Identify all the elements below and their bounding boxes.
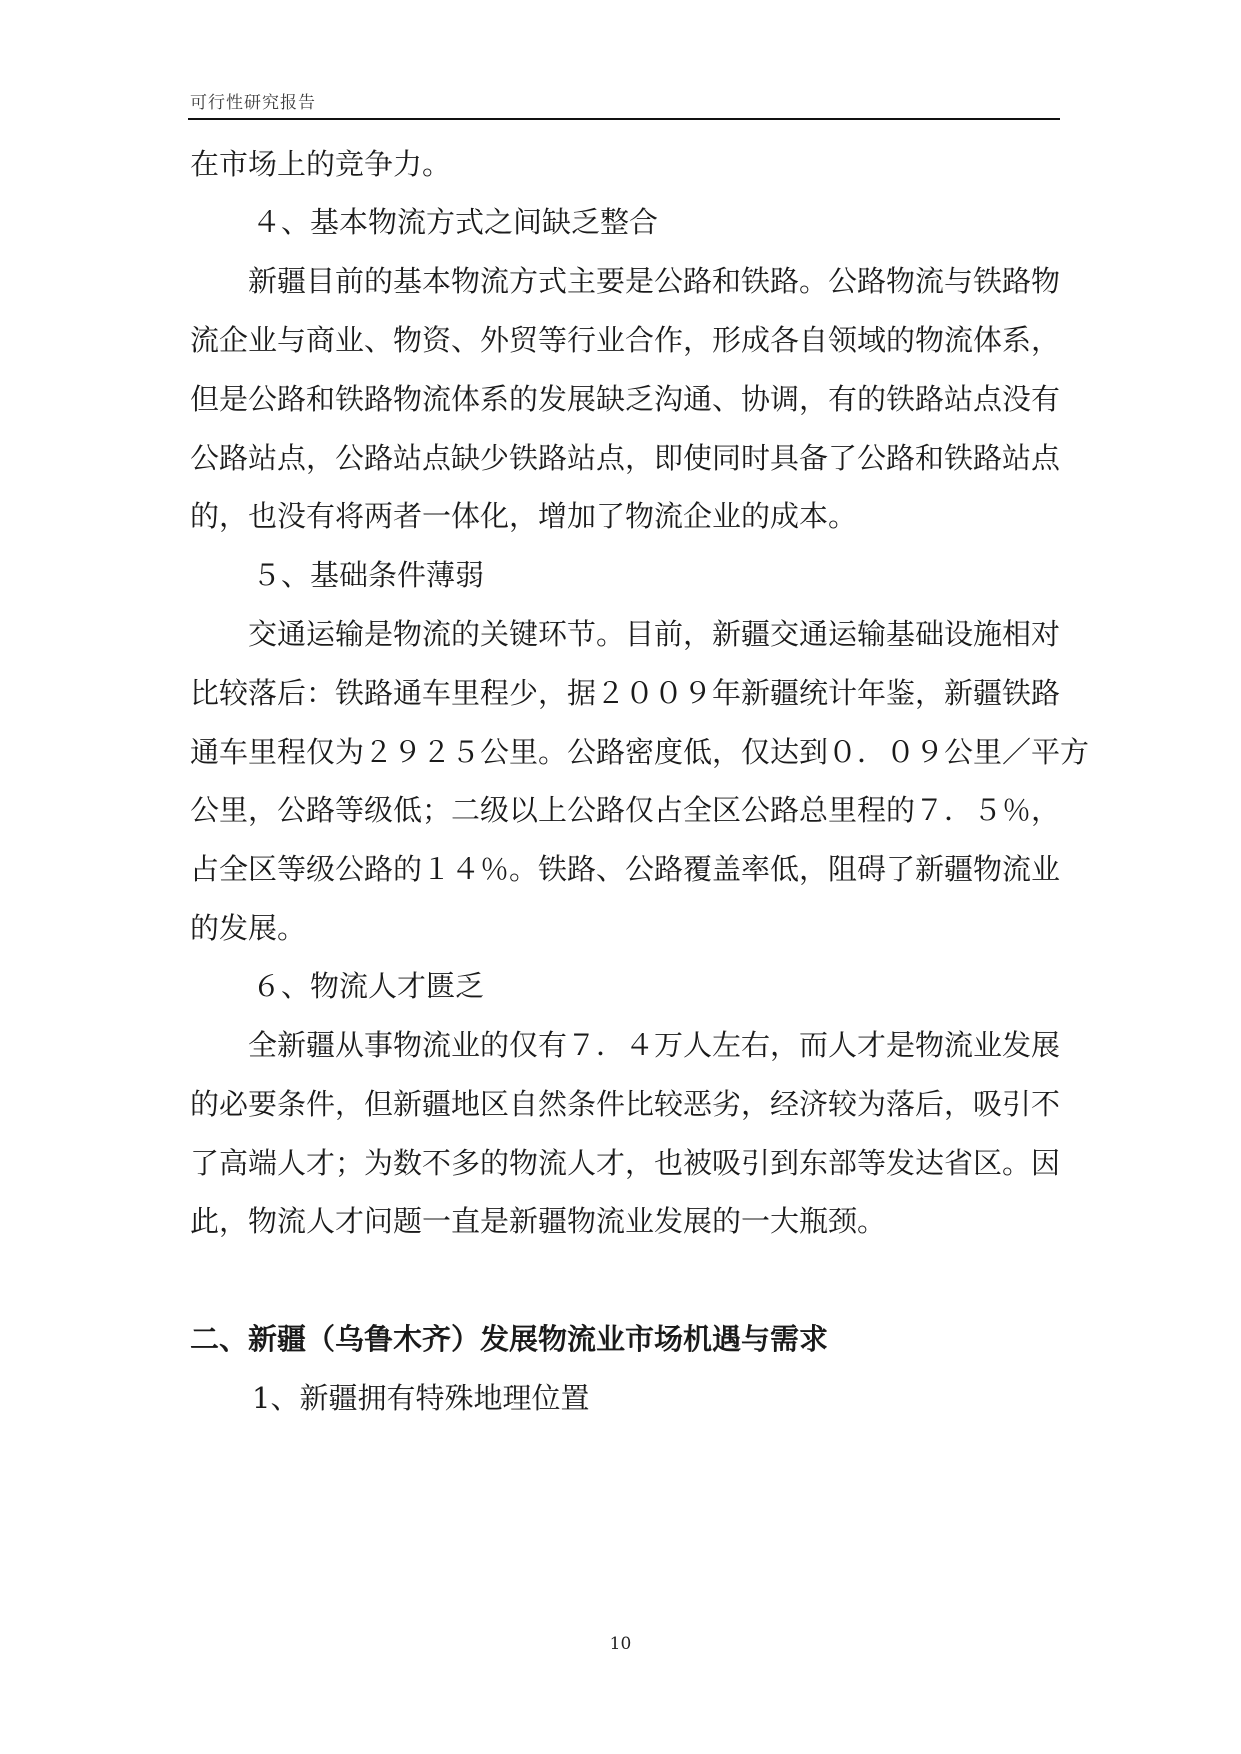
header-title: 可行性研究报告 (190, 93, 316, 113)
body-line: 公里，公路等级低；二级以上公路仅占全区公路总里程的７．５％， (190, 793, 1061, 827)
body-line: 全新疆从事物流业的仅有７．４万人左右，而人才是物流业发展 (248, 1028, 1061, 1062)
body-line: 占全区等级公路的１４％。铁路、公路覆盖率低，阻碍了新疆物流业 (190, 852, 1061, 886)
body-line: 流企业与商业、物资、外贸等行业合作，形成各自领域的物流体系， (190, 323, 1061, 357)
body-line: 的发展。 (190, 911, 307, 945)
body-line: 的必要条件，但新疆地区自然条件比较恶劣，经济较为落后，吸引不 (190, 1087, 1061, 1121)
body-line: 新疆目前的基本物流方式主要是公路和铁路。公路物流与铁路物 (248, 264, 1061, 298)
section-heading: 二、新疆（乌鲁木齐）发展物流业市场机遇与需求 (190, 1322, 829, 1356)
body-line: 通车里程仅为２９２５公里。公路密度低，仅达到０．０９公里／平方 (190, 735, 1090, 769)
subheading-1: 1、新疆拥有特殊地理位置 (252, 1381, 590, 1415)
body-line: 了高端人才；为数不多的物流人才，也被吸引到东部等发达省区。因 (190, 1146, 1061, 1180)
subheading-4: ４、基本物流方式之间缺乏整合 (252, 205, 659, 239)
subheading-6: ６、物流人才匮乏 (252, 969, 485, 1003)
body-line: 的，也没有将两者一体化，增加了物流企业的成本。 (190, 499, 858, 533)
body-line: 但是公路和铁路物流体系的发展缺乏沟通、协调，有的铁路站点没有 (190, 382, 1061, 416)
subheading-5: ５、基础条件薄弱 (252, 558, 485, 592)
body-line: 在市场上的竞争力。 (190, 147, 452, 181)
header-divider (188, 118, 1060, 120)
body-line: 公路站点，公路站点缺少铁路站点，即使同时具备了公路和铁路站点 (190, 441, 1061, 475)
body-line: 比较落后：铁路通车里程少，据２００９年新疆统计年鉴，新疆铁路 (190, 676, 1061, 710)
page-number: 10 (609, 1634, 632, 1654)
body-line: 交通运输是物流的关键环节。目前，新疆交通运输基础设施相对 (248, 617, 1061, 651)
body-line: 此，物流人才问题一直是新疆物流业发展的一大瓶颈。 (190, 1204, 887, 1238)
